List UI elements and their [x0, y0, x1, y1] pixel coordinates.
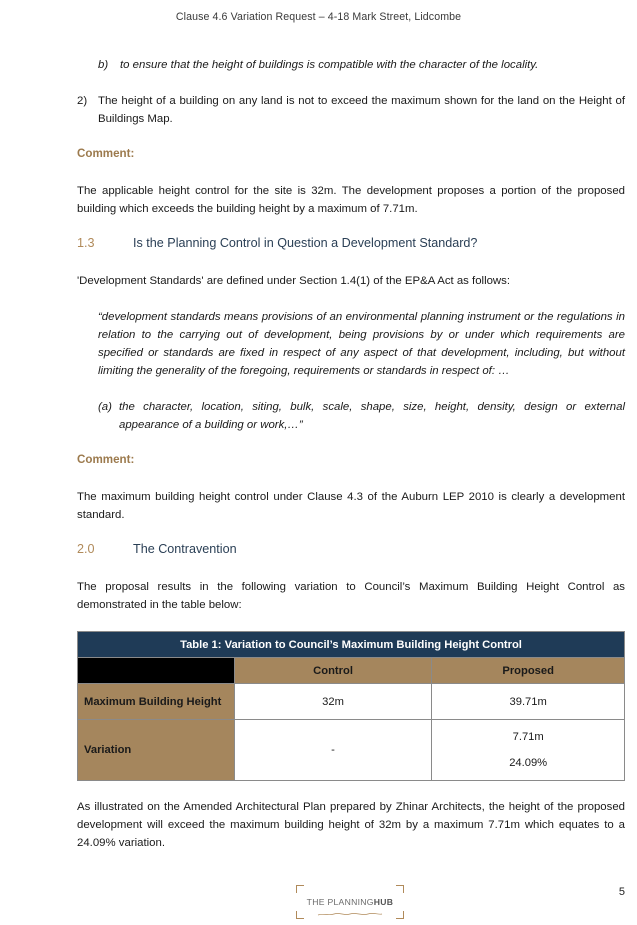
- table-row: [78, 684, 625, 720]
- section-heading-2-0: [77, 542, 237, 556]
- quote-item-a-text: the character, location, siting, bulk, scale, shape, size, height, density, design or external appearance of a building or work,…”: [119, 401, 625, 431]
- cell-proposed-line: 24.09%: [509, 757, 548, 769]
- running-header: Clause 4.6 Variation Request – 4-18 Mark Street, Lidcombe: [175, 11, 462, 23]
- table-header-row: [78, 658, 625, 684]
- comment-label: Comment:: [77, 453, 135, 466]
- table-caption: Table 1: Variation to Council’s Maximum Building Height Control: [78, 632, 625, 658]
- paragraph-definition-intro: 'Development Standards' are defined under Section 1.4(1) of the EP&A Act as follows:: [77, 275, 511, 287]
- logo-corner: [296, 885, 304, 893]
- logo-corner: [396, 885, 404, 893]
- table-header-blank: [78, 658, 235, 684]
- objective-b-text: to ensure that the height of buildings is compatible with the character of the locality.: [120, 59, 539, 71]
- cell-proposed: [432, 720, 625, 781]
- logo-signature-icon: [316, 912, 384, 917]
- list-marker: b): [98, 59, 109, 71]
- objective-b: [98, 56, 538, 74]
- paragraph-conclusion: As illustrated on the Amended Architectural Plan prepared by Zhinar Architects, the height of the proposed development will exceed the maximum building height of 32m by a maximum 7.71m which equates to a 24.09% variation.: [77, 801, 625, 849]
- table-header-control: Control: [234, 658, 432, 684]
- logo-wordmark: [296, 897, 404, 907]
- logo-corner: [396, 911, 404, 919]
- clause-2: [77, 92, 625, 128]
- clause-2-text: The height of a building on any land is not to exceed the maximum shown for the land on the Height of Buildings Map.: [98, 95, 625, 125]
- table-caption-row: [78, 632, 625, 658]
- table-row: [78, 720, 625, 781]
- row-label: Variation: [78, 720, 235, 781]
- list-marker: (a): [98, 401, 112, 413]
- table-header-proposed: Proposed: [432, 658, 625, 684]
- list-marker: 2): [77, 95, 88, 107]
- cell-control: 32m: [234, 684, 432, 720]
- comment-label: Comment:: [77, 147, 135, 160]
- row-label: Maximum Building Height: [78, 684, 235, 720]
- section-heading-1-3: [77, 236, 477, 250]
- cell-proposed-line: 7.71m: [512, 731, 544, 743]
- section-number: 2.0: [77, 542, 95, 556]
- logo-text-b: HUB: [373, 897, 394, 907]
- variation-table: [77, 631, 625, 781]
- quote-item-a: [98, 398, 625, 434]
- section-title: The Contravention: [133, 542, 237, 556]
- quote-development-standards: “development standards means provisions of an environmental planning instrument or the regulations in relation to the carrying out of development, being provisions by or under which requirements are specified or standards are fixed in respect of any aspect of that development, including, but without limiting the generality of the foregoing, requirements or standards in respect of: …: [98, 311, 625, 377]
- cell-control: -: [234, 720, 432, 781]
- logo-text-a: THE PLANNING: [306, 897, 374, 907]
- section-number: 1.3: [77, 236, 95, 250]
- paragraph-standard: The maximum building height control under Clause 4.3 of the Auburn LEP 2010 is clearly a development standard.: [77, 491, 625, 521]
- paragraph-table-intro: The proposal results in the following variation to Council’s Maximum Building Height Control as demonstrated in the table below:: [77, 581, 625, 611]
- paragraph-height-control: The applicable height control for the site is 32m. The development proposes a portion of the proposed building which exceeds the building height by a maximum of 7.71m.: [77, 185, 625, 215]
- logo-corner: [296, 911, 304, 919]
- cell-proposed: 39.71m: [432, 684, 625, 720]
- planning-hub-logo: [296, 885, 404, 919]
- page-number: 5: [618, 886, 625, 898]
- section-title: Is the Planning Control in Question a Development Standard?: [133, 236, 478, 250]
